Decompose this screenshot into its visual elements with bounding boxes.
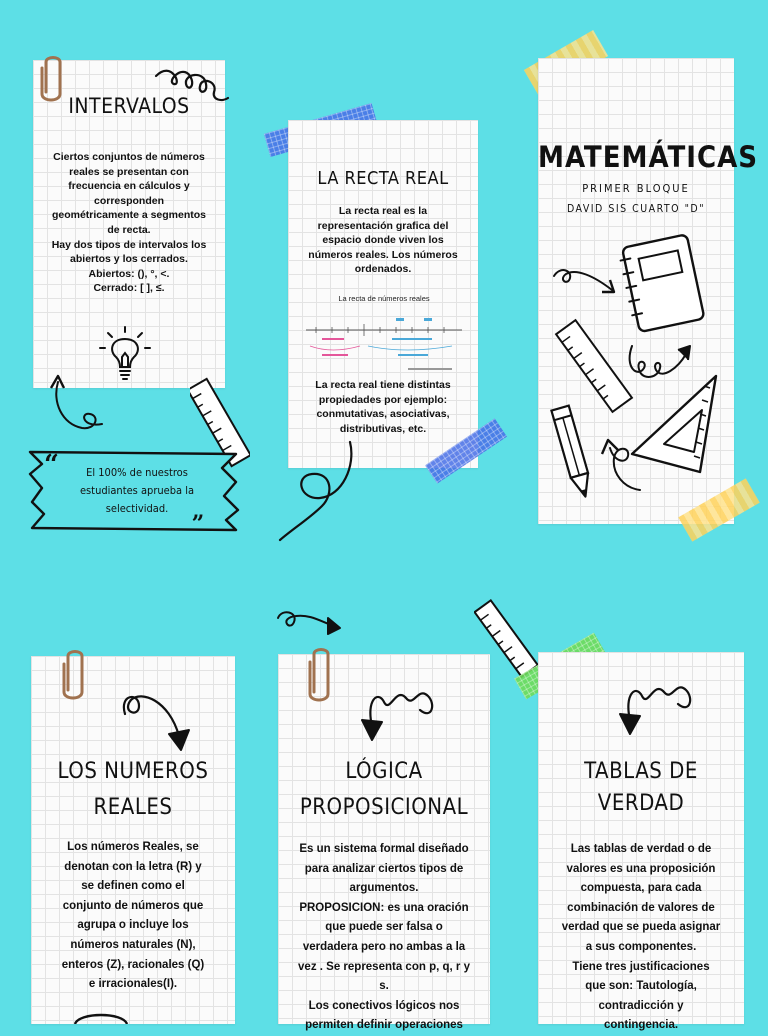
intervalos-body: Ciertos conjuntos de números reales se presentan con frecuencia en cálculos y corresponden geométricamente a segmentos de recta. Hay dos tipos de intervalos los abiertos y los cerrados. Abiertos: (), °, <. Cerrado: [ ], ≤. [51, 151, 207, 295]
card-intervalos [33, 60, 225, 388]
recta-real-body-top: La recta real es la representación grafica del espacio donde viven los números reales. Los números ordenados. [308, 205, 458, 275]
card-matematicas-cover [538, 58, 759, 524]
loop-arrow-icon [356, 680, 452, 744]
curly-arrow-icon [272, 606, 344, 638]
paperclip-icon [36, 52, 70, 104]
curly-arrow-icon [105, 690, 195, 760]
card-tablas-de-verdad [538, 652, 744, 1032]
quote-text: El 100% de nuestros estudiantes aprueba la selectividad. [79, 466, 195, 515]
quote-banner [26, 448, 242, 534]
curly-arrow-icon [42, 372, 112, 434]
recta-real-body-bottom: La recta real tiene distintas propiedades por ejemplo: conmutativas, asociativas, distributivas, etc. [315, 379, 451, 435]
ruler-icon [474, 596, 540, 680]
tablas-body: Las tablas de verdad o de valores es una proposición compuesta, para cada combinación de valores de verdad que se pueda asignar a sus componentes. Tiene tres justificaciones que son: Tautología, contradicción y contingencia. [561, 843, 721, 1032]
matematicas-title: MATEMÁTICAS [538, 140, 759, 174]
number-line-diagram [302, 288, 466, 374]
swirl-doodle-icon [152, 56, 232, 108]
card-logica-proposicional [278, 654, 490, 1032]
curly-arrow-icon [594, 434, 646, 494]
loop-arrow-icon [614, 674, 710, 738]
logica-body: Es un sistema formal diseñado para analizar ciertos tipos de argumentos. PROPOSICION: es una oración que puede ser falsa o verdadera pero no ambas a la vez . Se representa con p, q, r y s. Los conectivos lógicos nos permiten definir operaciones [298, 843, 470, 1032]
intervalos-title: INTERVALOS [68, 94, 190, 118]
curly-arrow-icon [550, 262, 622, 304]
matematicas-subtitle: PRIMER BLOQUE [582, 182, 690, 195]
logica-title: LÓGICA PROPOSICIONAL [299, 759, 469, 820]
card-recta-real [288, 120, 478, 468]
numeros-reales-title: LOS NUMEROS REALES [57, 759, 209, 820]
quote-close-mark: „ [192, 498, 205, 524]
loop-doodle-icon [272, 436, 382, 546]
numeros-reales-body: Los números Reales, se denotan con la letra (R) y se definen como el conjunto de números que agrupa o incluye los números naturales (N), enteros (Z), racionales (Q) e irracionales(I). [61, 841, 205, 991]
paperclip-icon [58, 646, 92, 702]
recta-real-title: LA RECTA REAL [317, 168, 449, 189]
matematicas-author: DAVID SIS CUARTO "D" [566, 203, 706, 215]
card-numeros-reales [31, 656, 235, 1024]
tablas-title: TABLAS DE VERDAD [584, 759, 698, 816]
paperclip-icon [304, 644, 338, 704]
quote-open-mark: “ [44, 450, 59, 480]
diagram-title: La recta de números reales [338, 294, 430, 303]
magnifier-icon [71, 1008, 131, 1024]
